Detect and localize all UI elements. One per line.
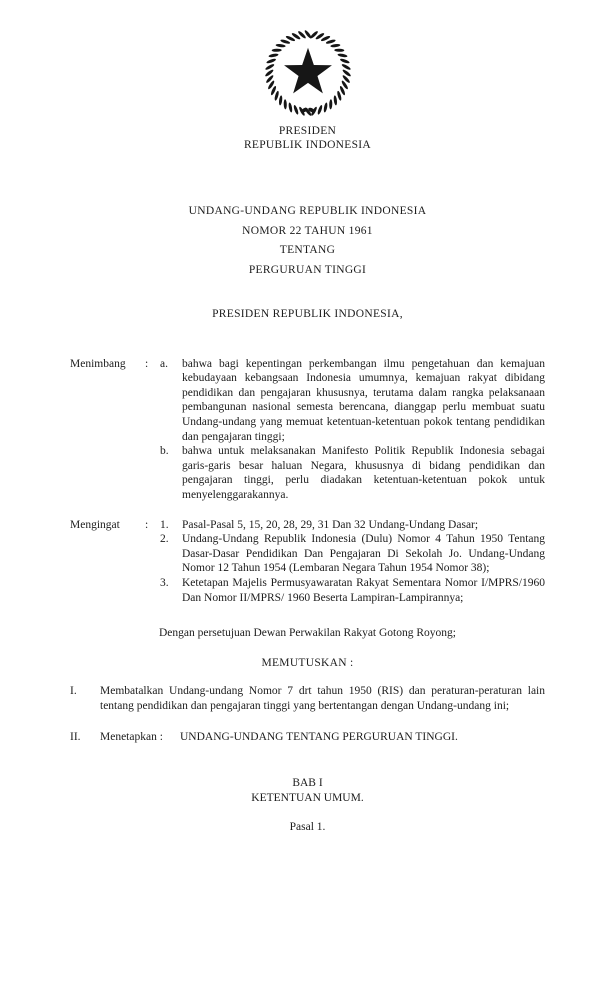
decision-marker: II. (70, 731, 81, 744)
item-marker: 1. (160, 518, 169, 531)
menimbang-item-a (160, 357, 545, 445)
decision-marker: I. (70, 685, 77, 698)
law-title-block (70, 202, 545, 280)
mengingat-items (160, 518, 545, 606)
decision-label: Menetapkan : (100, 731, 163, 744)
star-wreath-emblem (261, 28, 355, 118)
mengingat-item-2 (160, 532, 545, 576)
decision-text: Membatalkan Undang-undang Nomor 7 drt tahun 1950 (RIS) dan peraturan-peraturan lain tentang pendidikan dan pengajaran tinggi yang bertentangan dengan Undang-undang ini; (100, 685, 545, 712)
decision-item-1 (70, 684, 545, 713)
item-marker: a. (160, 357, 168, 370)
item-marker: b. (160, 445, 169, 458)
menimbang-items (160, 357, 545, 503)
law-title-number: NOMOR 22 TAHUN 1961 (242, 224, 373, 237)
item-text: bahwa untuk melaksanakan Manifesto Politik Republik Indonesia sebagai garis-garis besar haluan Negara, khususnya di bidang pendidikan dan pengajaran tinggi, perlu diadakan ketentuan-ketentuan pokok untuk menyelenggarakannya. (182, 445, 545, 501)
mengingat-label: Mengingat (70, 518, 120, 531)
letterhead-presiden: PRESIDEN (278, 125, 337, 137)
law-title-line1: UNDANG-UNDANG REPUBLIK INDONESIA (188, 205, 427, 217)
mengingat-item-1 (160, 518, 545, 533)
decision-text: UNDANG-UNDANG TENTANG PERGURUAN TINGGI. (180, 731, 458, 744)
presidential-emblem-icon (261, 28, 355, 118)
mengingat-colon: : (145, 518, 149, 531)
memutuskan-heading: MEMUTUSKAN : (261, 656, 354, 669)
menimbang-label: Menimbang (70, 357, 126, 370)
mengingat-item-3 (160, 576, 545, 605)
law-title-subject: PERGURUAN TINGGI (248, 263, 367, 276)
letterhead (70, 124, 545, 152)
law-title-tentang: TENTANG (279, 244, 336, 256)
item-text: Ketetapan Majelis Permusyawaratan Rakyat Sementara Nomor I/MPRS/1960 Dan Nomor II/MPRS/ 1960 Beserta Lampiran-Lampirannya; (182, 576, 545, 604)
chapter-number: BAB I (292, 777, 323, 790)
star-icon (284, 48, 332, 94)
salutation-line: PRESIDEN REPUBLIK INDONESIA, (212, 308, 403, 320)
article-heading: Pasal 1. (289, 821, 326, 834)
menimbang-section (70, 357, 545, 503)
item-marker: 3. (160, 576, 169, 589)
menimbang-colon: : (145, 357, 149, 370)
decision-item-2 (70, 730, 545, 745)
item-marker: 2. (160, 533, 169, 546)
menimbang-item-b (160, 444, 545, 502)
item-text: Undang-Undang Republik Indonesia (Dulu) Nomor 4 Tahun 1950 Tentang Dasar-Dasar Pendidikan Dan Pengajaran Di Sekolah Jo. Undang-Undang Nomor 12 Tahun 1954 (Lembaran Negara Tahun 1954 Nomor 38); (182, 533, 545, 575)
mengingat-section (70, 518, 545, 606)
chapter-heading (70, 776, 545, 806)
chapter-title: KETENTUAN UMUM. (251, 792, 364, 805)
item-text: bahwa bagi kepentingan perkembangan ilmu pengetahuan dan kemajuan kebudayaan kebangsaan Indonesia umumnya, kemajuan rakyat dibidang pendidikan dan pengajaran khususnya, terutama dalam rangka pelaksanaan pembangunan nasional semesta berencana, dianggap perlu membuat suatu Undang-undang yang memuat ketentuan-ketentuan pokok tentang pendidikan dan pengajaran tinggi; (182, 357, 545, 443)
agreement-line: Dengan persetujuan Dewan Perwakilan Rakyat Gotong Royong; (158, 627, 456, 640)
letterhead-republik-indonesia: REPUBLIK INDONESIA (243, 139, 372, 151)
item-text: Pasal-Pasal 5, 15, 20, 28, 29, 31 Dan 32 Undang-Undang Dasar; (182, 518, 479, 531)
